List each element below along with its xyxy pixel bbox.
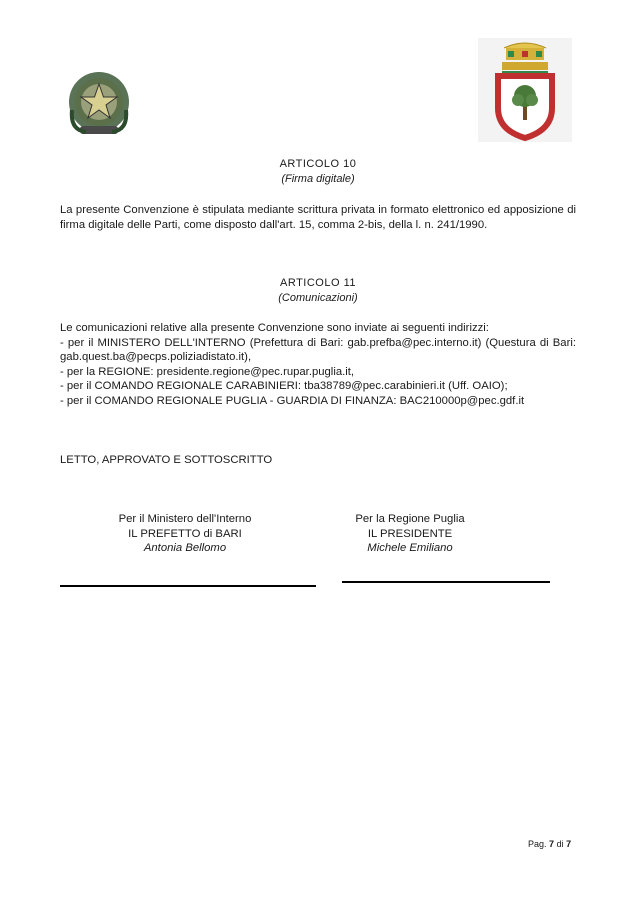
signature-left-entity: Per il Ministero dell'Interno	[118, 513, 252, 525]
page-prefix: Pag.	[528, 839, 547, 849]
star-wreath-icon	[66, 70, 132, 138]
signature-line-right	[342, 581, 550, 583]
article-11-intro: Le comunicazioni relative alla presente Convenzione sono inviate ai seguenti indirizzi:	[60, 322, 489, 334]
olive-tree-shield-icon	[478, 38, 572, 142]
article-11-subtitle: (Comunicazioni)	[278, 292, 358, 304]
list-item-ministero: - per il MINISTERO DELL'INTERNO (Prefettura di Bari: gab.prefba@pec.interno.it) (Questura di Bari: gab.quest.ba@pecps.poliziadistato.it),	[60, 336, 576, 363]
article-11-body	[60, 321, 576, 408]
signature-right-name: Michele Emiliano	[367, 542, 453, 554]
list-item-carabinieri: - per il COMANDO REGIONALE CARABINIERI: tba38789@pec.carabinieri.it (Uff. OAIO);	[60, 380, 508, 392]
page-number	[528, 839, 571, 849]
signature-block-left	[80, 512, 290, 556]
page-separator: di	[556, 839, 564, 849]
regione-puglia-coat-of-arms	[478, 38, 572, 142]
italian-republic-emblem	[66, 70, 132, 138]
article-10-title: ARTICOLO 10	[279, 158, 357, 170]
article-11-title: ARTICOLO 11	[279, 277, 356, 289]
article-10-subtitle: (Firma digitale)	[281, 173, 355, 185]
approval-statement: LETTO, APPROVATO E SOTTOSCRITTO	[60, 454, 273, 466]
signature-line-left	[60, 585, 316, 587]
signature-left-role: IL PREFETTO di BARI	[128, 527, 242, 540]
article-10-body: La presente Convenzione è stipulata mediante scrittura privata in formato elettronico ed apposizione di firma digitale delle Parti, come disposto dall'art. 15, comma 2-bis, della l. n. 241/1990.	[60, 204, 576, 231]
signature-left-name: Antonia Bellomo	[143, 542, 227, 554]
signature-right-role: IL PRESIDENTE	[367, 527, 453, 540]
signature-right-entity: Per la Regione Puglia	[355, 513, 465, 525]
page-total: 7	[566, 839, 572, 849]
list-item-finanza: - per il COMANDO REGIONALE PUGLIA - GUARDIA DI FINANZA: BAC210000p@pec.gdf.it	[60, 394, 525, 407]
list-item-regione: - per la REGIONE: presidente.regione@pec.rupar.puglia.it,	[60, 365, 355, 378]
page-current: 7	[549, 839, 555, 849]
signature-block-right	[330, 512, 490, 556]
